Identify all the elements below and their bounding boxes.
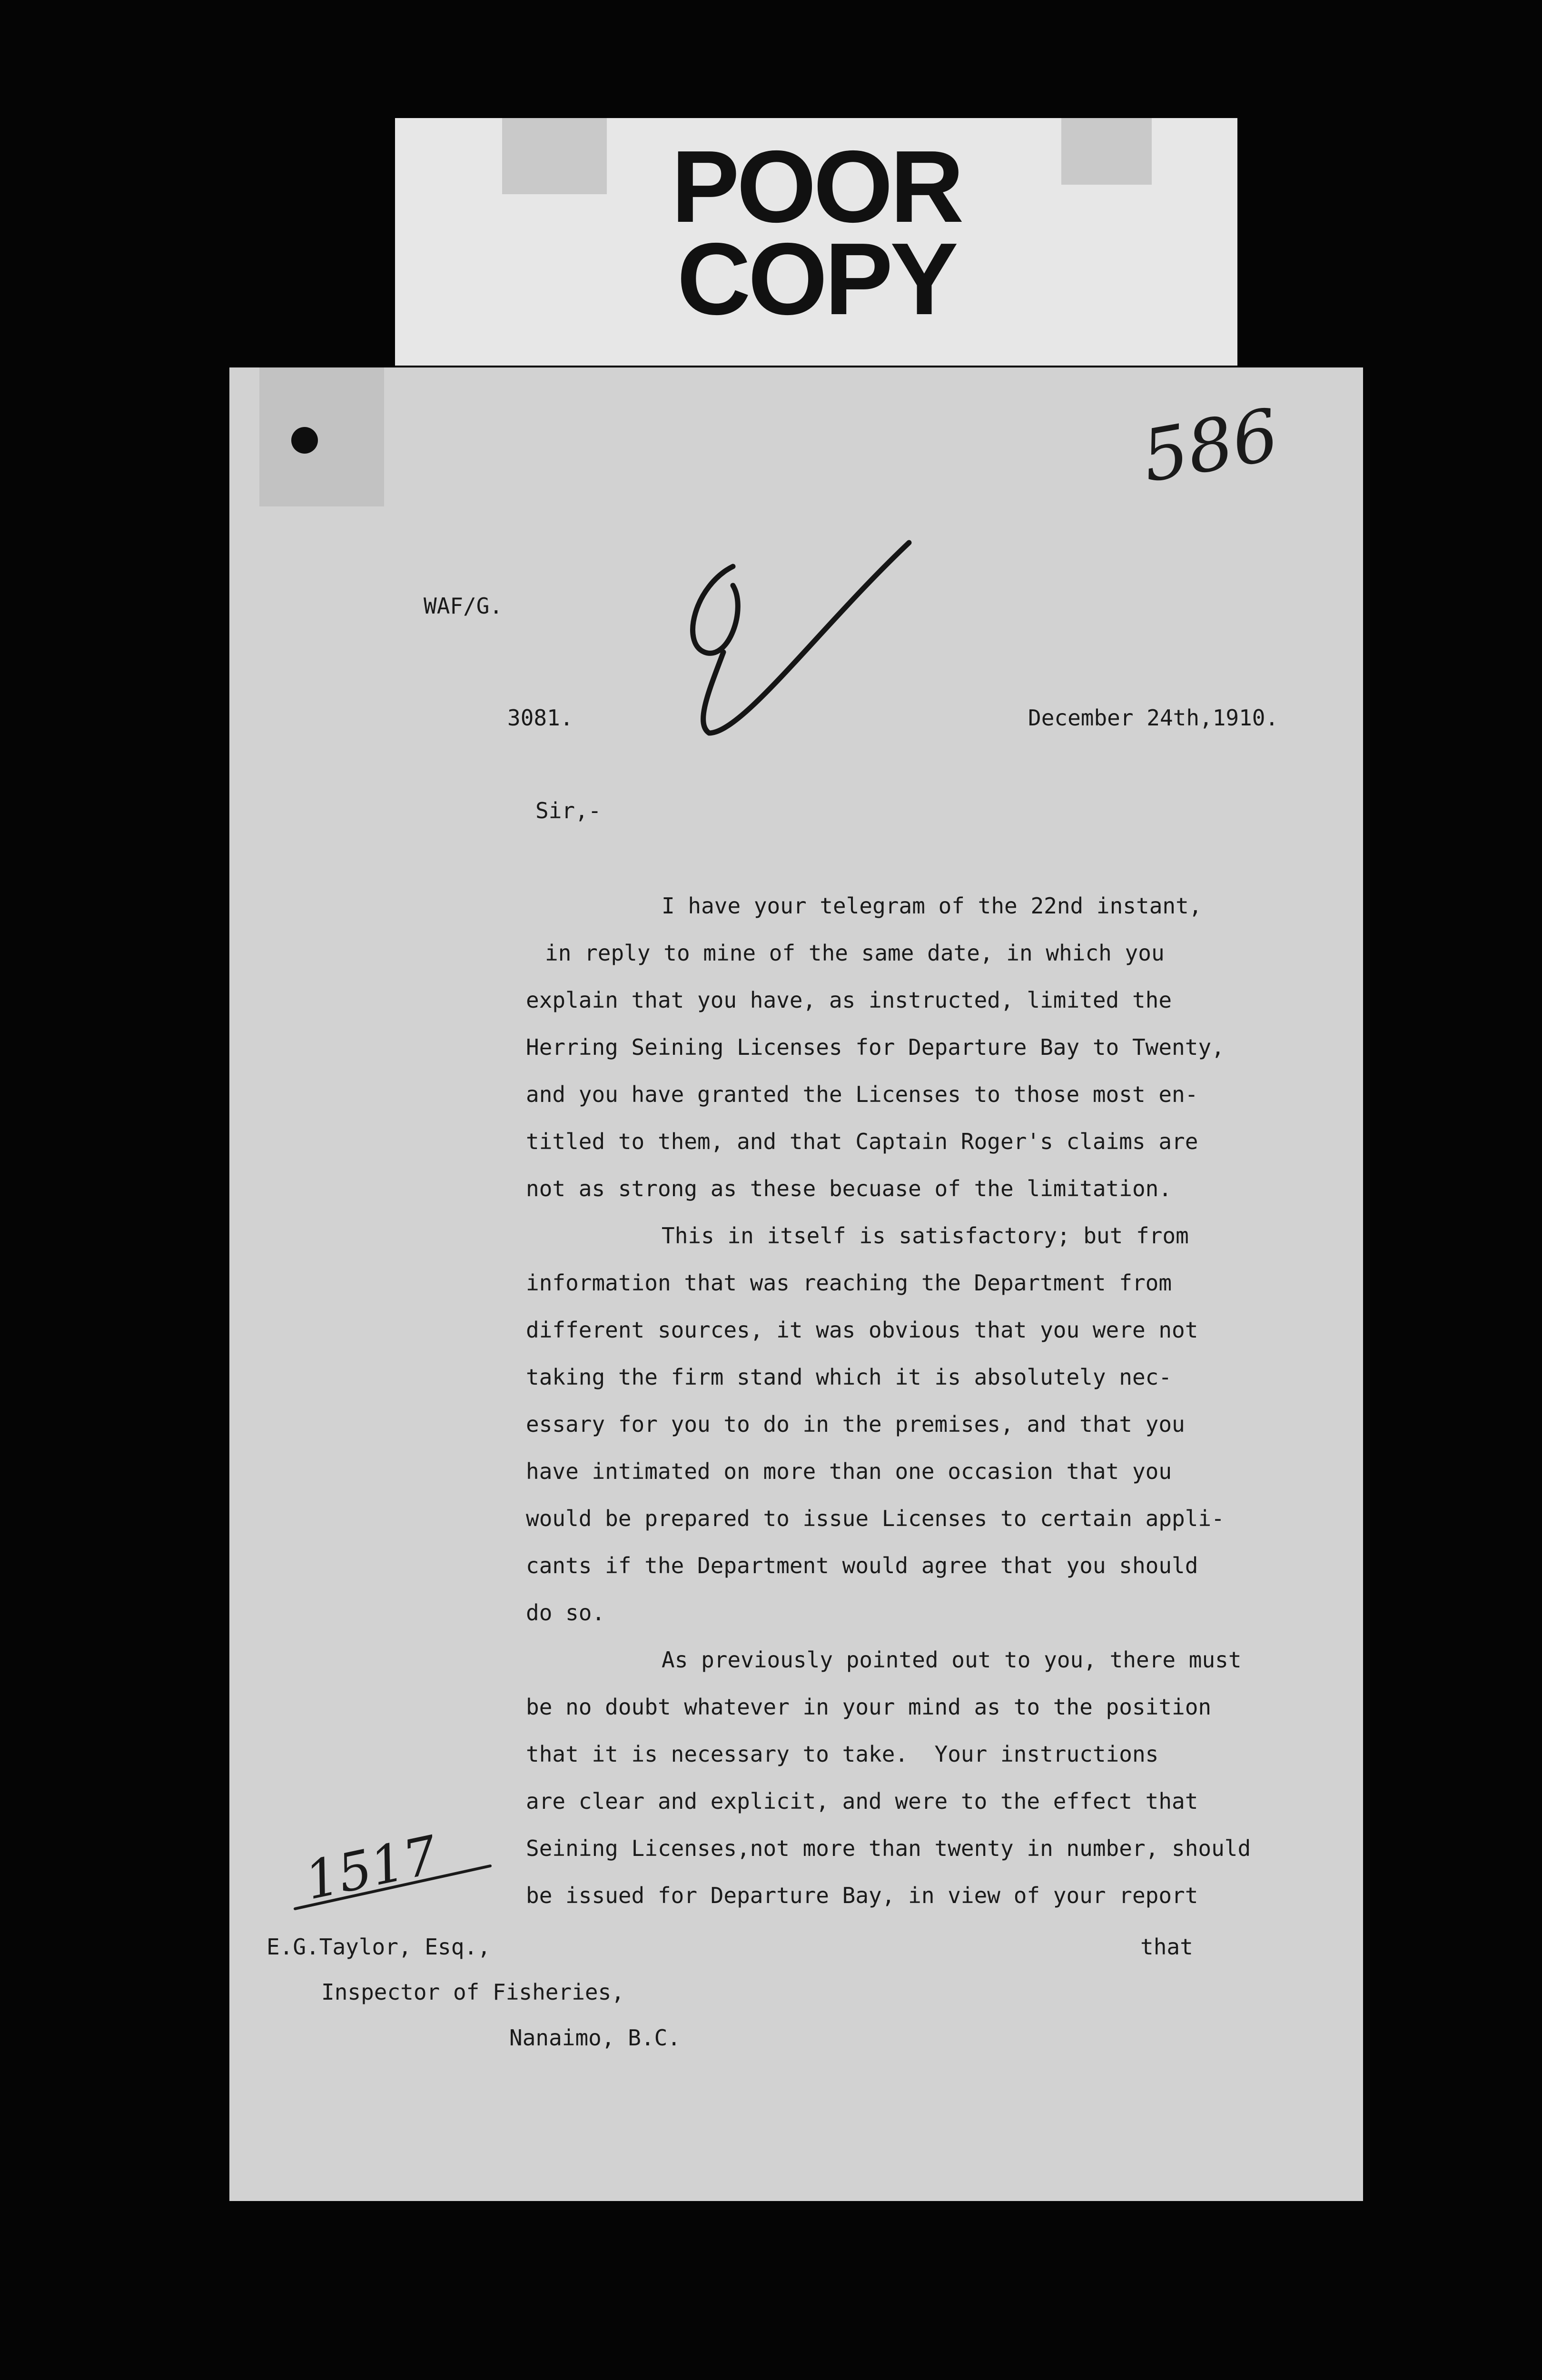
addressee-title: Inspector of Fisheries, xyxy=(321,1979,624,2005)
catchword: that xyxy=(1140,1934,1193,1960)
letter-line: cants if the Department would agree that you should xyxy=(526,1553,1198,1578)
letter-line: and you have granted the Licenses to those most en- xyxy=(526,1081,1198,1107)
handwritten-underline xyxy=(290,1856,495,1914)
letter-line: would be prepared to issue Licenses to certain appli- xyxy=(526,1506,1225,1531)
letter-line: have intimated on more than one occasion that you xyxy=(526,1458,1172,1484)
letter-line: be issued for Departure Bay, in view of your report xyxy=(526,1883,1198,1908)
poor-copy-label xyxy=(395,118,1237,366)
letter-line: be no doubt whatever in your mind as to the position xyxy=(526,1694,1212,1720)
letter-date: December 24th,1910. xyxy=(1028,705,1279,731)
letter-line: Herring Seining Licenses for Departure Bay to Twenty, xyxy=(526,1034,1225,1060)
letter-line: that it is necessary to take. Your instructions xyxy=(526,1741,1159,1767)
corner-tab xyxy=(259,367,384,506)
letter-line: not as strong as these becuase of the limitation. xyxy=(526,1176,1172,1201)
letter-line: explain that you have, as instructed, limited the xyxy=(526,987,1172,1013)
file-number: 3081. xyxy=(507,705,573,731)
handwritten-mark xyxy=(666,533,933,743)
addressee-location: Nanaimo, B.C. xyxy=(509,2025,681,2051)
addressee-name: E.G.Taylor, Esq., xyxy=(267,1934,491,1960)
handwritten-number: 1517 xyxy=(299,1824,443,1912)
letter-line: I have your telegram of the 22nd instant, xyxy=(662,893,1202,919)
letter-line: As previously pointed out to you, there must xyxy=(662,1647,1242,1673)
letter-line: are clear and explicit, and were to the effect that xyxy=(526,1788,1198,1814)
letter-line: information that was reaching the Department from xyxy=(526,1270,1172,1296)
letter-line: titled to them, and that Captain Roger's claims are xyxy=(526,1129,1198,1154)
letter-line: taking the firm stand which it is absolutely nec- xyxy=(526,1364,1172,1390)
page-number: 586 xyxy=(1136,393,1285,499)
poor-copy-line-1: POOR xyxy=(671,129,961,244)
letter-line: essary for you to do in the premises, and that you xyxy=(526,1411,1185,1437)
letter-line: do so. xyxy=(526,1600,605,1626)
initials: WAF/G. xyxy=(424,593,503,619)
letter-line: different sources, it was obvious that you were not xyxy=(526,1317,1198,1343)
poor-copy-line-2: COPY xyxy=(677,221,956,336)
salutation: Sir,- xyxy=(535,798,602,823)
punch-hole xyxy=(291,427,318,454)
letter-line: This in itself is satisfactory; but from xyxy=(662,1223,1189,1249)
letter-line: Seining Licenses,not more than twenty in number, should xyxy=(526,1835,1251,1861)
letter-line: in reply to mine of the same date, in which you xyxy=(545,940,1165,966)
